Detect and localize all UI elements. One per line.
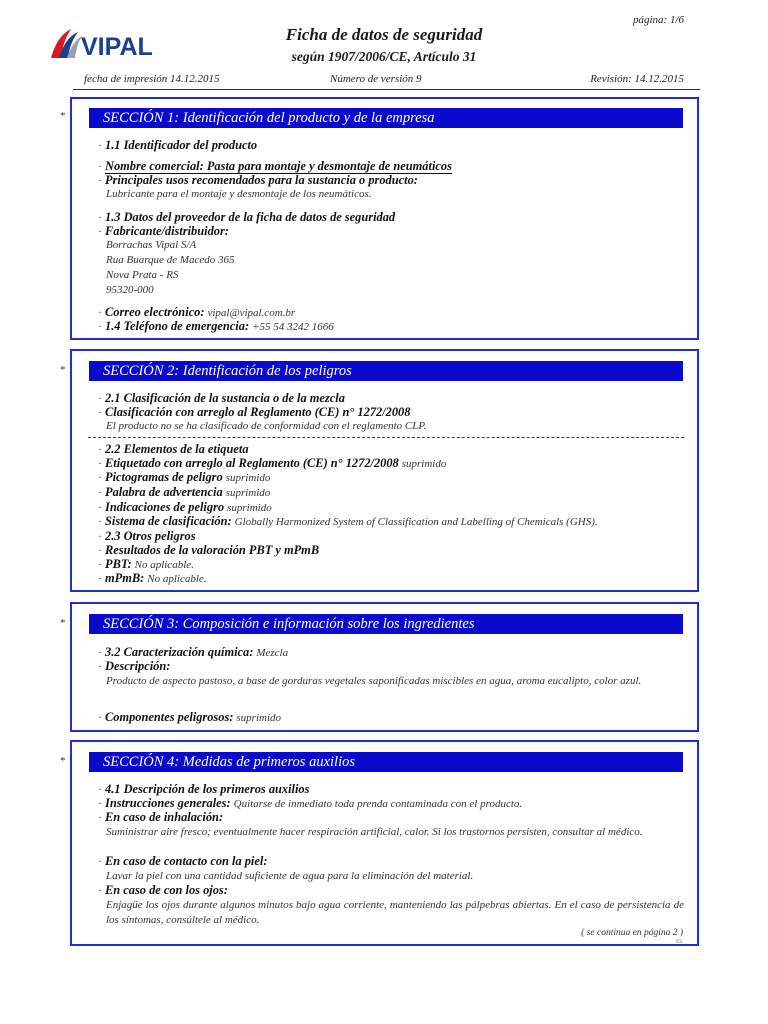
section-2-marker: * — [60, 364, 66, 376]
s4-inhalation-value: Suministrar aire fresco; eventualmente hacer respiración artificial, calor. Si los trastornos persisten, consultar al médico. — [106, 826, 643, 838]
s2-pictograms: · Pictogramas de peligro suprimido — [98, 470, 271, 484]
s4-eye-contact: · En caso de con los ojos: — [98, 883, 228, 897]
vipal-logo — [45, 26, 170, 64]
s1-address-line: Rua Buarque de Macedo 365 — [106, 254, 235, 266]
s1-address-line: Borrachas Vipal S/A — [106, 239, 197, 251]
s4-skin-contact: · En caso de contacto con la piel: — [98, 854, 268, 868]
s2-hazard-statements: · Indicaciones de peligro suprimido — [98, 500, 272, 514]
s2-signal-word: · Palabra de advertencia suprimido — [98, 485, 271, 499]
print-date: fecha de impresión 14.12.2015 — [84, 73, 220, 85]
s2-labelling: · Etiquetado con arreglo al Reglamento (CE) n° 1272/2008 suprimido — [98, 456, 447, 470]
section-1-marker: * — [60, 110, 66, 122]
s2-other-hazards: · 2.3 Otros peligros — [98, 529, 196, 543]
s4-eye-contact-value: Enjagüe los ojos durante algunos minutos bajo agua corriente, manteniendo las pálpebras abiertas. En el caso de persistencia de los síntomas, consúltele al médico. — [106, 899, 684, 926]
email-link[interactable]: vipal@vipal.com.br — [207, 307, 296, 319]
section-3-marker: * — [60, 617, 66, 629]
s2-dashed-divider — [88, 437, 684, 438]
s3-chemical-characterization: · 3.2 Caracterización química: Mezcla — [98, 645, 289, 659]
s4-first-aid-description: · 4.1 Descripción de los primeros auxilios — [98, 782, 310, 796]
s3-description-value: Producto de aspecto pastoso, a base de gorduras vegetales saponificadas miscibles en agua, aroma eucalipto, color azul. — [106, 675, 642, 687]
page-number: página: 1/6 — [632, 14, 684, 26]
header-divider — [73, 89, 700, 90]
s1-recommended-uses: · Principales usos recomendados para la sustancia o producto: — [98, 173, 418, 187]
s1-supplier-details: · 1.3 Datos del proveedor de la ficha de datos de seguridad — [98, 210, 396, 224]
brand-name: VIPAL — [81, 33, 153, 61]
s1-address-line: 95320-000 — [106, 284, 154, 296]
section-1-header: SECCIÓN 1: Identificación del producto y de la empresa — [89, 108, 683, 128]
s3-description: · Descripción: — [98, 659, 171, 673]
s1-emergency-phone: · 1.4 Teléfono de emergencia: +55 54 3242 1666 — [98, 319, 334, 333]
s3-hazardous-components: · Componentes peligrosos: suprimido — [98, 710, 282, 724]
s2-label-elements: · 2.2 Elementos de la etiqueta — [98, 442, 249, 456]
section-4-header: SECCIÓN 4: Medidas de primeros auxilios — [89, 752, 683, 772]
s1-recommended-uses-value: Lubricante para el montaje y desmontaje de los neumáticos. — [106, 188, 372, 200]
s2-classification: · 2.1 Clasificación de la sustancia o de la mezcla — [98, 391, 345, 405]
version-number: Número de versión 9 — [330, 73, 422, 85]
document-subtitle: según 1907/2006/CE, Artículo 31 — [291, 49, 477, 64]
continued-note: ( se continua en página 2 ) — [581, 928, 683, 938]
s2-classification-system: · Sistema de clasificación: Globally Harmonized System of Classification and Labelling of Chemicals (GHS). — [98, 514, 598, 528]
section-3-header: SECCIÓN 3: Composición e información sobre los ingredientes — [89, 614, 683, 634]
s1-trade-name: · Nombre comercial: Pasta para montaje y desmontaje de neumáticos — [98, 159, 452, 173]
s2-pbt: · PBT: No aplicable. — [98, 557, 194, 571]
s1-manufacturer: · Fabricante/distribuidor: — [98, 224, 229, 238]
section-2-header: SECCIÓN 2: Identificación de los peligros — [89, 361, 683, 381]
vipal-emblem-icon — [45, 26, 170, 64]
s2-pbt-results: · Resultados de la valoración PBT y mPmB — [98, 543, 320, 557]
section-4-marker: * — [60, 755, 66, 767]
document-title: Ficha de datos de seguridad — [285, 25, 483, 44]
s1-email: · Correo electrónico: vipal@vipal.com.br — [98, 305, 296, 319]
s4-general-instructions: · Instrucciones generales: Quitarse de inmediato toda prenda contaminada con el producto. — [98, 796, 523, 810]
revision-date: Revisión: 14.12.2015 — [590, 73, 684, 85]
s2-mpmb: · mPmB: No aplicable. — [98, 571, 207, 585]
s2-regulation-value: El producto no se ha clasificado de conformidad con el reglamento CLP. — [106, 420, 427, 432]
s4-inhalation: · En caso de inhalación: — [98, 810, 224, 824]
s4-skin-contact-value: Lavar la piel con una cantidad suficiente de agua para la eliminación del material. — [106, 870, 474, 882]
s2-regulation-classification: · Clasificación con arreglo al Reglamento (CE) n° 1272/2008 — [98, 405, 411, 419]
language-code: ES — [676, 940, 682, 945]
s1-product-identifier: · 1.1 Identificador del producto — [98, 138, 258, 152]
s1-address-line: Nova Prata - RS — [106, 269, 179, 281]
